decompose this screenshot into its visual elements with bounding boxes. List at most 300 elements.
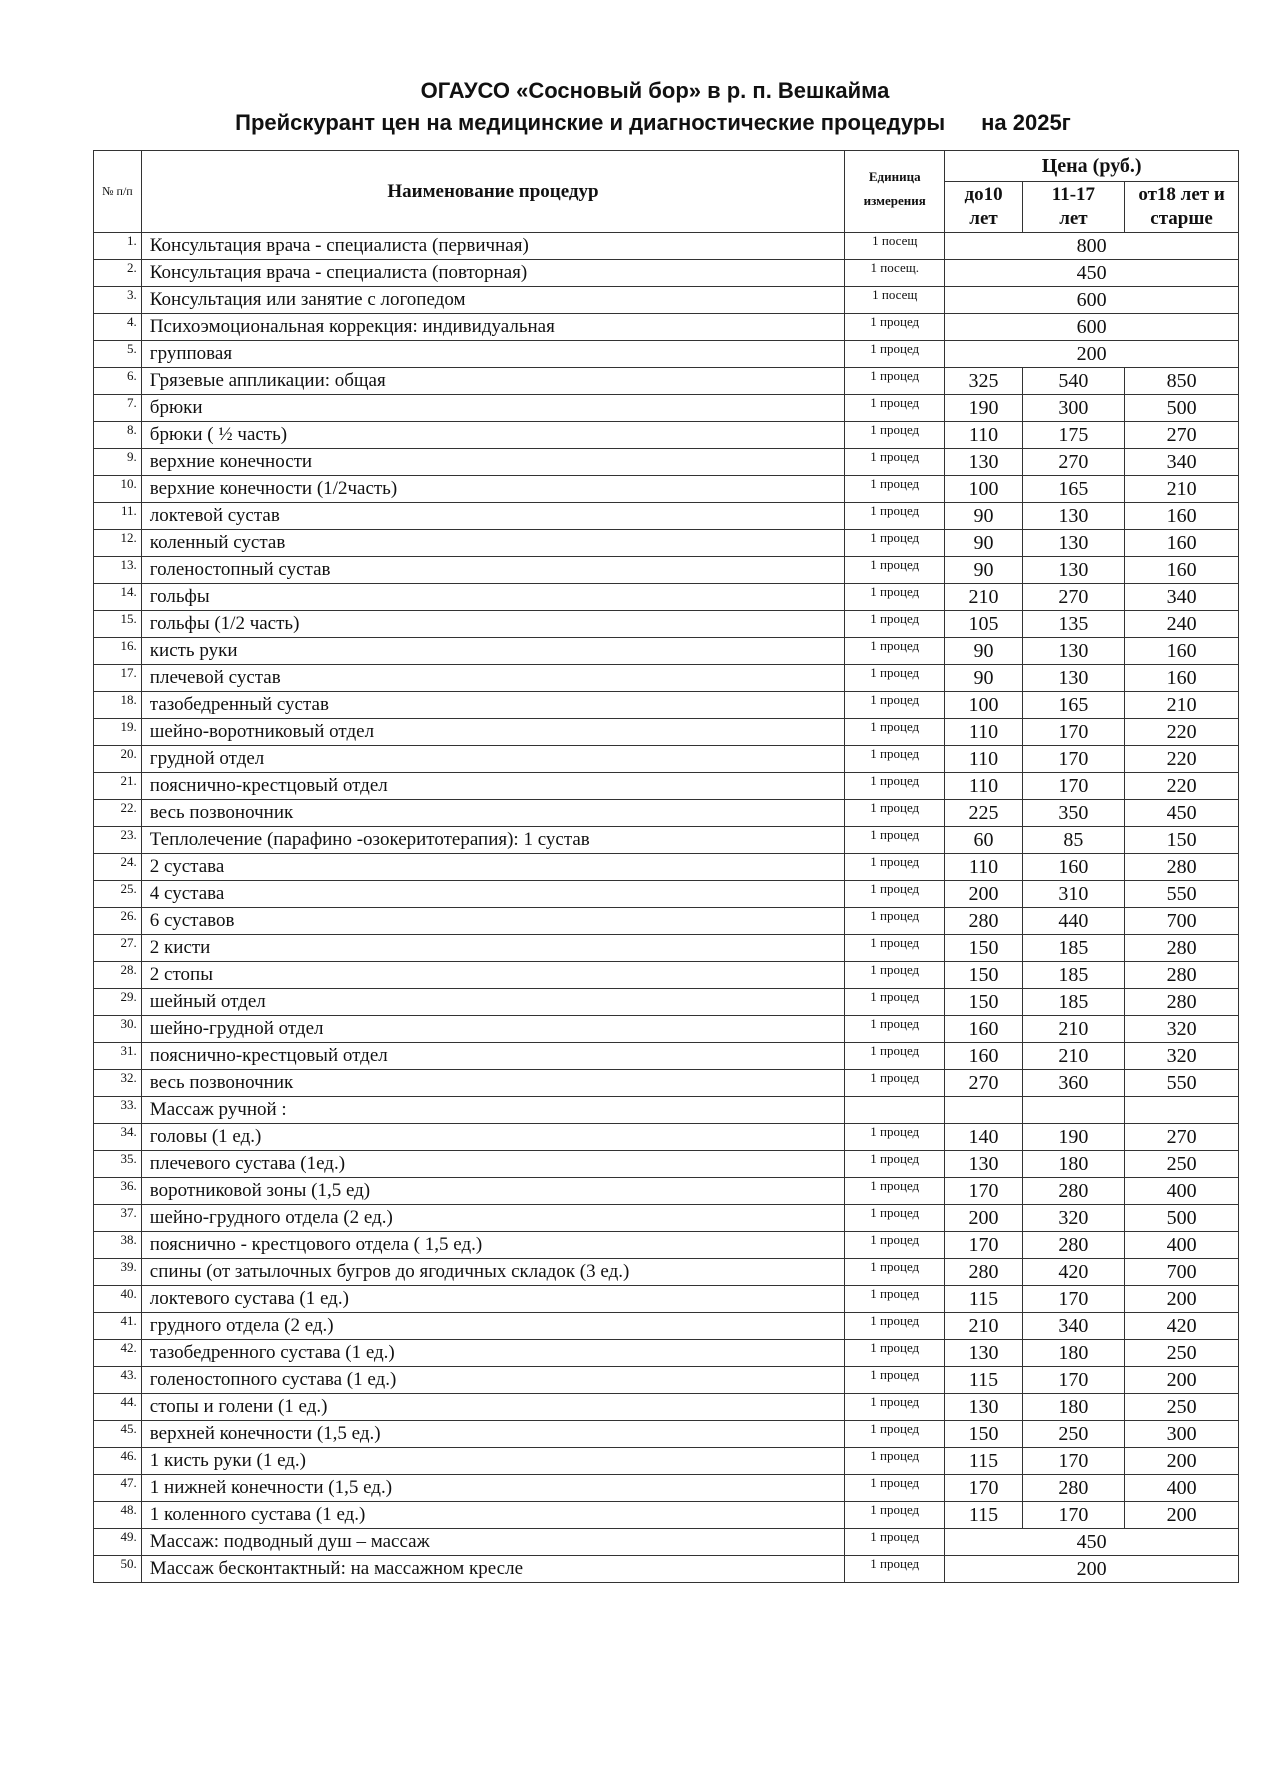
column-header-number: № п/п bbox=[94, 151, 142, 233]
unit-of-measure: 1 процед bbox=[845, 611, 945, 638]
unit-of-measure: 1 процед bbox=[845, 584, 945, 611]
price-18-plus: 220 bbox=[1125, 773, 1239, 800]
unit-of-measure: 1 процед bbox=[845, 935, 945, 962]
procedure-name: Теплолечение (парафино -озокеритотерапия): 1 сустав bbox=[141, 827, 844, 854]
price-under-10: 105 bbox=[945, 611, 1022, 638]
price-18-plus: 850 bbox=[1125, 368, 1239, 395]
row-number: 39. bbox=[94, 1259, 142, 1286]
unit-of-measure: 1 процед bbox=[845, 665, 945, 692]
procedure-name: Консультация врача - специалиста (повторная) bbox=[141, 260, 844, 287]
price-under-10: 130 bbox=[945, 1151, 1022, 1178]
procedure-name: шейно-грудного отдела (2 ед.) bbox=[141, 1205, 844, 1232]
price-under-10: 90 bbox=[945, 665, 1022, 692]
column-header-price: Цена (руб.) bbox=[945, 151, 1239, 182]
price-under-10: 90 bbox=[945, 557, 1022, 584]
table-row bbox=[94, 503, 1239, 530]
procedure-name: грудной отдел bbox=[141, 746, 844, 773]
price-under-10: 110 bbox=[945, 422, 1022, 449]
row-number: 35. bbox=[94, 1151, 142, 1178]
price-18-plus: 240 bbox=[1125, 611, 1239, 638]
row-number: 42. bbox=[94, 1340, 142, 1367]
procedure-name: голеностопный сустав bbox=[141, 557, 844, 584]
procedure-name: локтевого сустава (1 ед.) bbox=[141, 1286, 844, 1313]
unit-of-measure: 1 процед bbox=[845, 449, 945, 476]
price-under-10: 210 bbox=[945, 584, 1022, 611]
table-row bbox=[94, 584, 1239, 611]
table-row bbox=[94, 1205, 1239, 1232]
price-18-plus: 200 bbox=[1125, 1286, 1239, 1313]
unit-of-measure: 1 процед bbox=[845, 422, 945, 449]
price-11-17: 160 bbox=[1022, 854, 1124, 881]
table-row bbox=[94, 287, 1239, 314]
price-11-17: 130 bbox=[1022, 638, 1124, 665]
row-number: 49. bbox=[94, 1529, 142, 1556]
row-number: 8. bbox=[94, 422, 142, 449]
price-11-17: 270 bbox=[1022, 584, 1124, 611]
row-number: 30. bbox=[94, 1016, 142, 1043]
price-under-10: 150 bbox=[945, 962, 1022, 989]
table-row bbox=[94, 1394, 1239, 1421]
price-under-10: 150 bbox=[945, 935, 1022, 962]
price-11-17: 130 bbox=[1022, 665, 1124, 692]
table-row bbox=[94, 314, 1239, 341]
procedure-name: весь позвоночник bbox=[141, 1070, 844, 1097]
price-all-ages: 800 bbox=[945, 233, 1239, 260]
row-number: 33. bbox=[94, 1097, 142, 1124]
table-row bbox=[94, 368, 1239, 395]
table-row bbox=[94, 233, 1239, 260]
column-header-age-18-plus bbox=[1125, 182, 1239, 233]
procedure-name: 1 коленного сустава (1 ед.) bbox=[141, 1502, 844, 1529]
unit-of-measure: 1 процед bbox=[845, 1205, 945, 1232]
table-row bbox=[94, 800, 1239, 827]
price-18-plus: 210 bbox=[1125, 692, 1239, 719]
unit-of-measure: 1 процед bbox=[845, 827, 945, 854]
table-row bbox=[94, 1286, 1239, 1313]
price-under-10: 170 bbox=[945, 1475, 1022, 1502]
column-header-age-11-17 bbox=[1022, 182, 1124, 233]
procedure-name: пояснично-крестцовый отдел bbox=[141, 773, 844, 800]
table-row bbox=[94, 908, 1239, 935]
table-row bbox=[94, 449, 1239, 476]
unit-of-measure: 1 процед bbox=[845, 746, 945, 773]
price-18-plus: 500 bbox=[1125, 1205, 1239, 1232]
procedure-name: верхние конечности (1/2часть) bbox=[141, 476, 844, 503]
table-row bbox=[94, 773, 1239, 800]
procedure-name: гольфы (1/2 часть) bbox=[141, 611, 844, 638]
row-number: 34. bbox=[94, 1124, 142, 1151]
row-number: 27. bbox=[94, 935, 142, 962]
price-11-17: 210 bbox=[1022, 1016, 1124, 1043]
price-18-plus: 320 bbox=[1125, 1043, 1239, 1070]
row-number: 20. bbox=[94, 746, 142, 773]
price-18-plus: 400 bbox=[1125, 1475, 1239, 1502]
row-number: 22. bbox=[94, 800, 142, 827]
row-number: 41. bbox=[94, 1313, 142, 1340]
unit-of-measure: 1 процед bbox=[845, 1016, 945, 1043]
row-number: 50. bbox=[94, 1556, 142, 1583]
table-row bbox=[94, 1475, 1239, 1502]
price-under-10: 225 bbox=[945, 800, 1022, 827]
procedure-name: коленный сустав bbox=[141, 530, 844, 557]
price-under-10: 115 bbox=[945, 1448, 1022, 1475]
unit-of-measure: 1 процед bbox=[845, 1232, 945, 1259]
age-under-10-label: до10 лет bbox=[964, 184, 1003, 229]
column-header-unit bbox=[845, 151, 945, 233]
row-number: 9. bbox=[94, 449, 142, 476]
price-18-plus: 250 bbox=[1125, 1151, 1239, 1178]
row-number: 18. bbox=[94, 692, 142, 719]
row-number: 15. bbox=[94, 611, 142, 638]
price-under-10: 200 bbox=[945, 881, 1022, 908]
price-11-17: 540 bbox=[1022, 368, 1124, 395]
table-row bbox=[94, 1016, 1239, 1043]
unit-of-measure: 1 посещ bbox=[845, 233, 945, 260]
price-under-10: 130 bbox=[945, 449, 1022, 476]
unit-of-measure: 1 посещ. bbox=[845, 260, 945, 287]
price-under-10: 90 bbox=[945, 503, 1022, 530]
price-under-10: 325 bbox=[945, 368, 1022, 395]
row-number: 1. bbox=[94, 233, 142, 260]
price-table bbox=[93, 150, 1239, 1583]
price-under-10: 100 bbox=[945, 692, 1022, 719]
procedure-name: 1 нижней конечности (1,5 ед.) bbox=[141, 1475, 844, 1502]
procedure-name: спины (от затылочных бугров до ягодичных складок (3 ед.) bbox=[141, 1259, 844, 1286]
price-18-plus: 500 bbox=[1125, 395, 1239, 422]
table-row bbox=[94, 1448, 1239, 1475]
row-number: 14. bbox=[94, 584, 142, 611]
price-11-17: 250 bbox=[1022, 1421, 1124, 1448]
organization-title: ОГАУСО «Сосновый бор» в р. п. Вешкайма bbox=[420, 78, 890, 103]
price-list-year: на 2025г bbox=[981, 110, 1071, 135]
row-number: 36. bbox=[94, 1178, 142, 1205]
unit-of-measure: 1 процед bbox=[845, 962, 945, 989]
unit-of-measure: 1 процед bbox=[845, 1313, 945, 1340]
price-all-ages: 600 bbox=[945, 287, 1239, 314]
price-under-10: 160 bbox=[945, 1043, 1022, 1070]
row-number: 3. bbox=[94, 287, 142, 314]
price-under-10: 130 bbox=[945, 1394, 1022, 1421]
row-number: 32. bbox=[94, 1070, 142, 1097]
price-under-10: 150 bbox=[945, 989, 1022, 1016]
table-row bbox=[94, 1151, 1239, 1178]
price-under-10: 170 bbox=[945, 1178, 1022, 1205]
table-row bbox=[94, 1313, 1239, 1340]
price-under-10: 280 bbox=[945, 908, 1022, 935]
price-11-17: 300 bbox=[1022, 395, 1124, 422]
price-11-17: 180 bbox=[1022, 1394, 1124, 1421]
row-number: 26. bbox=[94, 908, 142, 935]
price-11-17: 165 bbox=[1022, 692, 1124, 719]
price-18-plus: 210 bbox=[1125, 476, 1239, 503]
price-11-17: 85 bbox=[1022, 827, 1124, 854]
procedure-name: тазобедренный сустав bbox=[141, 692, 844, 719]
unit-of-measure: 1 процед bbox=[845, 1286, 945, 1313]
procedure-name: верхние конечности bbox=[141, 449, 844, 476]
price-under-10: 110 bbox=[945, 719, 1022, 746]
table-row bbox=[94, 1502, 1239, 1529]
unit-of-measure: 1 процед bbox=[845, 881, 945, 908]
price-under-10: 140 bbox=[945, 1124, 1022, 1151]
row-number: 45. bbox=[94, 1421, 142, 1448]
row-number: 43. bbox=[94, 1367, 142, 1394]
row-number: 46. bbox=[94, 1448, 142, 1475]
procedure-name: 2 кисти bbox=[141, 935, 844, 962]
price-18-plus: 280 bbox=[1125, 854, 1239, 881]
price-all-ages: 450 bbox=[945, 260, 1239, 287]
unit-of-measure: 1 процед bbox=[845, 314, 945, 341]
price-11-17: 340 bbox=[1022, 1313, 1124, 1340]
price-under-10: 100 bbox=[945, 476, 1022, 503]
table-row bbox=[94, 692, 1239, 719]
price-11-17: 165 bbox=[1022, 476, 1124, 503]
table-row bbox=[94, 854, 1239, 881]
procedure-name: голеностопного сустава (1 ед.) bbox=[141, 1367, 844, 1394]
procedure-name: 4 сустава bbox=[141, 881, 844, 908]
unit-of-measure: 1 процед bbox=[845, 1340, 945, 1367]
procedure-name: Консультация или занятие с логопедом bbox=[141, 287, 844, 314]
row-number: 5. bbox=[94, 341, 142, 368]
price-11-17 bbox=[1022, 1097, 1124, 1124]
table-row bbox=[94, 665, 1239, 692]
unit-of-measure: 1 процед bbox=[845, 1475, 945, 1502]
price-18-plus: 250 bbox=[1125, 1394, 1239, 1421]
price-18-plus: 340 bbox=[1125, 449, 1239, 476]
row-number: 6. bbox=[94, 368, 142, 395]
table-row bbox=[94, 746, 1239, 773]
row-number: 12. bbox=[94, 530, 142, 557]
unit-of-measure: 1 процед bbox=[845, 719, 945, 746]
procedure-name: кисть руки bbox=[141, 638, 844, 665]
price-11-17: 270 bbox=[1022, 449, 1124, 476]
unit-of-measure: 1 процед bbox=[845, 1043, 945, 1070]
procedure-name: пояснично-крестцовый отдел bbox=[141, 1043, 844, 1070]
procedure-name: локтевой сустав bbox=[141, 503, 844, 530]
price-under-10: 200 bbox=[945, 1205, 1022, 1232]
table-row bbox=[94, 962, 1239, 989]
column-header-unit-line2: измерения bbox=[863, 192, 926, 208]
procedure-name: плечевого сустава (1ед.) bbox=[141, 1151, 844, 1178]
price-18-plus: 200 bbox=[1125, 1502, 1239, 1529]
procedure-name: грудного отдела (2 ед.) bbox=[141, 1313, 844, 1340]
price-18-plus: 250 bbox=[1125, 1340, 1239, 1367]
row-number: 31. bbox=[94, 1043, 142, 1070]
unit-of-measure: 1 процед bbox=[845, 773, 945, 800]
price-under-10: 110 bbox=[945, 773, 1022, 800]
unit-of-measure: 1 процед bbox=[845, 692, 945, 719]
price-18-plus: 300 bbox=[1125, 1421, 1239, 1448]
price-11-17: 360 bbox=[1022, 1070, 1124, 1097]
procedure-name: 1 кисть руки (1 ед.) bbox=[141, 1448, 844, 1475]
table-row bbox=[94, 1421, 1239, 1448]
price-18-plus: 160 bbox=[1125, 557, 1239, 584]
row-number: 2. bbox=[94, 260, 142, 287]
unit-of-measure: 1 процед bbox=[845, 1178, 945, 1205]
price-18-plus: 200 bbox=[1125, 1367, 1239, 1394]
price-18-plus: 340 bbox=[1125, 584, 1239, 611]
price-under-10: 130 bbox=[945, 1340, 1022, 1367]
price-under-10: 190 bbox=[945, 395, 1022, 422]
price-18-plus: 220 bbox=[1125, 719, 1239, 746]
procedure-name: Массаж бесконтактный: на массажном кресле bbox=[141, 1556, 844, 1583]
price-18-plus: 200 bbox=[1125, 1448, 1239, 1475]
row-number: 48. bbox=[94, 1502, 142, 1529]
price-under-10: 270 bbox=[945, 1070, 1022, 1097]
table-row bbox=[94, 881, 1239, 908]
column-header-age-under-10 bbox=[945, 182, 1022, 233]
row-number: 47. bbox=[94, 1475, 142, 1502]
unit-of-measure: 1 процед bbox=[845, 989, 945, 1016]
unit-of-measure: 1 процед bbox=[845, 1124, 945, 1151]
row-number: 7. bbox=[94, 395, 142, 422]
price-11-17: 320 bbox=[1022, 1205, 1124, 1232]
price-18-plus bbox=[1125, 1097, 1239, 1124]
price-11-17: 185 bbox=[1022, 989, 1124, 1016]
price-18-plus: 320 bbox=[1125, 1016, 1239, 1043]
price-11-17: 175 bbox=[1022, 422, 1124, 449]
row-number: 28. bbox=[94, 962, 142, 989]
price-under-10: 110 bbox=[945, 746, 1022, 773]
price-under-10: 280 bbox=[945, 1259, 1022, 1286]
price-all-ages: 200 bbox=[945, 1556, 1239, 1583]
price-under-10: 210 bbox=[945, 1313, 1022, 1340]
price-11-17: 170 bbox=[1022, 746, 1124, 773]
procedure-name: шейно-воротниковый отдел bbox=[141, 719, 844, 746]
unit-of-measure: 1 процед bbox=[845, 1448, 945, 1475]
procedure-name: верхней конечности (1,5 ед.) bbox=[141, 1421, 844, 1448]
table-row bbox=[94, 638, 1239, 665]
price-11-17: 280 bbox=[1022, 1232, 1124, 1259]
price-11-17: 170 bbox=[1022, 1448, 1124, 1475]
procedure-name: 2 стопы bbox=[141, 962, 844, 989]
table-row bbox=[94, 1097, 1239, 1124]
table-row bbox=[94, 557, 1239, 584]
table-row bbox=[94, 530, 1239, 557]
price-under-10: 115 bbox=[945, 1367, 1022, 1394]
price-under-10 bbox=[945, 1097, 1022, 1124]
unit-of-measure bbox=[845, 1097, 945, 1124]
price-11-17: 170 bbox=[1022, 1367, 1124, 1394]
procedure-name: Консультация врача - специалиста (первичная) bbox=[141, 233, 844, 260]
price-18-plus: 400 bbox=[1125, 1232, 1239, 1259]
price-all-ages: 450 bbox=[945, 1529, 1239, 1556]
procedure-name: воротниковой зоны (1,5 ед) bbox=[141, 1178, 844, 1205]
unit-of-measure: 1 процед bbox=[845, 503, 945, 530]
price-18-plus: 270 bbox=[1125, 1124, 1239, 1151]
unit-of-measure: 1 процед bbox=[845, 530, 945, 557]
procedure-name: шейно-грудной отдел bbox=[141, 1016, 844, 1043]
price-11-17: 280 bbox=[1022, 1178, 1124, 1205]
unit-of-measure: 1 процед bbox=[845, 854, 945, 881]
price-under-10: 110 bbox=[945, 854, 1022, 881]
row-number: 38. bbox=[94, 1232, 142, 1259]
price-all-ages: 600 bbox=[945, 314, 1239, 341]
procedure-name: 6 суставов bbox=[141, 908, 844, 935]
table-row bbox=[94, 476, 1239, 503]
unit-of-measure: 1 процед bbox=[845, 638, 945, 665]
unit-of-measure: 1 процед bbox=[845, 1367, 945, 1394]
price-18-plus: 550 bbox=[1125, 881, 1239, 908]
row-number: 11. bbox=[94, 503, 142, 530]
row-number: 24. bbox=[94, 854, 142, 881]
price-18-plus: 280 bbox=[1125, 962, 1239, 989]
age-11-17-label: 11-17 лет bbox=[1051, 184, 1096, 229]
unit-of-measure: 1 процед bbox=[845, 1259, 945, 1286]
price-11-17: 440 bbox=[1022, 908, 1124, 935]
price-18-plus: 150 bbox=[1125, 827, 1239, 854]
price-list-heading: Прейскурант цен на медицинские и диагностические процедуры bbox=[235, 110, 946, 135]
table-row bbox=[94, 1043, 1239, 1070]
price-11-17: 135 bbox=[1022, 611, 1124, 638]
price-18-plus: 270 bbox=[1125, 422, 1239, 449]
price-11-17: 420 bbox=[1022, 1259, 1124, 1286]
procedure-name: групповая bbox=[141, 341, 844, 368]
price-11-17: 130 bbox=[1022, 530, 1124, 557]
row-number: 29. bbox=[94, 989, 142, 1016]
table-row bbox=[94, 611, 1239, 638]
price-18-plus: 160 bbox=[1125, 530, 1239, 557]
unit-of-measure: 1 процед bbox=[845, 1394, 945, 1421]
table-row bbox=[94, 1529, 1239, 1556]
price-11-17: 170 bbox=[1022, 1502, 1124, 1529]
price-18-plus: 280 bbox=[1125, 989, 1239, 1016]
price-18-plus: 160 bbox=[1125, 665, 1239, 692]
price-11-17: 350 bbox=[1022, 800, 1124, 827]
price-all-ages: 200 bbox=[945, 341, 1239, 368]
row-number: 10. bbox=[94, 476, 142, 503]
unit-of-measure: 1 процед bbox=[845, 1556, 945, 1583]
row-number: 25. bbox=[94, 881, 142, 908]
procedure-name: пояснично - крестцового отдела ( 1,5 ед.) bbox=[141, 1232, 844, 1259]
row-number: 17. bbox=[94, 665, 142, 692]
price-11-17: 185 bbox=[1022, 935, 1124, 962]
price-under-10: 115 bbox=[945, 1286, 1022, 1313]
procedure-name: Массаж: подводный душ – массаж bbox=[141, 1529, 844, 1556]
table-row bbox=[94, 827, 1239, 854]
price-11-17: 210 bbox=[1022, 1043, 1124, 1070]
unit-of-measure: 1 процед bbox=[845, 368, 945, 395]
table-row bbox=[94, 1070, 1239, 1097]
price-18-plus: 400 bbox=[1125, 1178, 1239, 1205]
table-row bbox=[94, 1367, 1239, 1394]
table-row bbox=[94, 1232, 1239, 1259]
procedure-name: тазобедренного сустава (1 ед.) bbox=[141, 1340, 844, 1367]
table-row bbox=[94, 935, 1239, 962]
unit-of-measure: 1 процед bbox=[845, 800, 945, 827]
row-number: 44. bbox=[94, 1394, 142, 1421]
price-11-17: 180 bbox=[1022, 1340, 1124, 1367]
unit-of-measure: 1 процед bbox=[845, 1421, 945, 1448]
row-number: 37. bbox=[94, 1205, 142, 1232]
unit-of-measure: 1 процед bbox=[845, 1502, 945, 1529]
price-18-plus: 450 bbox=[1125, 800, 1239, 827]
table-row bbox=[94, 1178, 1239, 1205]
table-row bbox=[94, 719, 1239, 746]
row-number: 4. bbox=[94, 314, 142, 341]
price-under-10: 60 bbox=[945, 827, 1022, 854]
row-number: 21. bbox=[94, 773, 142, 800]
procedure-name: брюки ( ½ часть) bbox=[141, 422, 844, 449]
procedure-name: гольфы bbox=[141, 584, 844, 611]
table-row bbox=[94, 1340, 1239, 1367]
price-11-17: 130 bbox=[1022, 557, 1124, 584]
table-row bbox=[94, 1556, 1239, 1583]
price-under-10: 170 bbox=[945, 1232, 1022, 1259]
row-number: 19. bbox=[94, 719, 142, 746]
price-11-17: 170 bbox=[1022, 719, 1124, 746]
price-under-10: 90 bbox=[945, 638, 1022, 665]
price-18-plus: 550 bbox=[1125, 1070, 1239, 1097]
